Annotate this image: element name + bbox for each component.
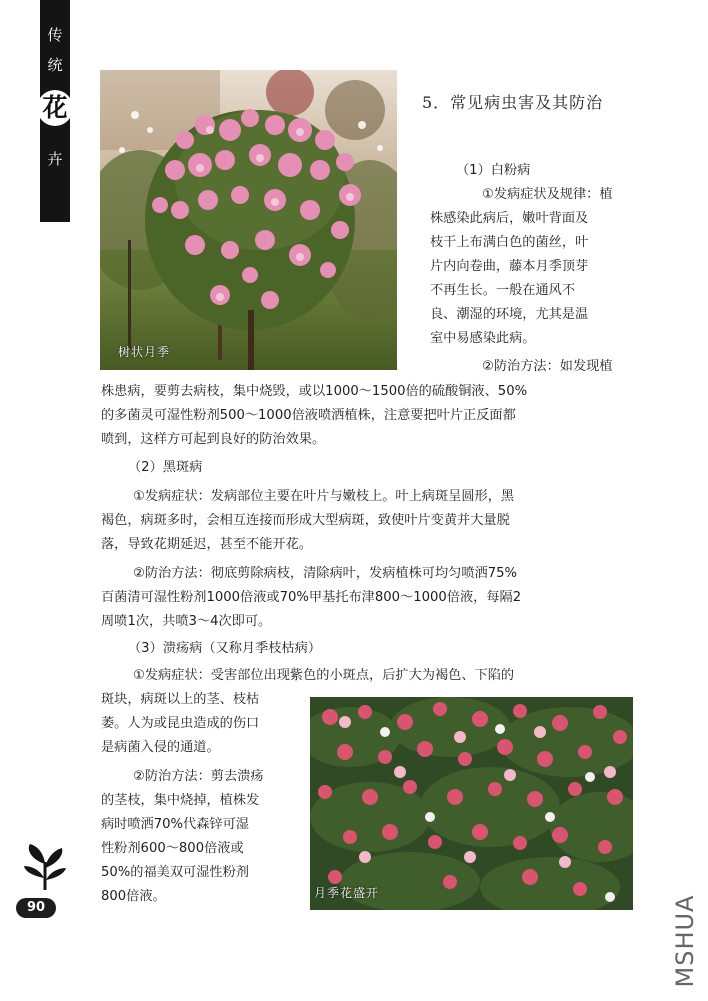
text-line: 800倍液。 [101,889,166,904]
text-line: ②防治方法：如发现植 [482,359,613,374]
watermark [668,885,702,997]
tree-rose-caption: 树状月季 [118,345,171,359]
side-tab-char-2: 统 [47,56,63,74]
text-line: ①发病症状：受害部位出现紫色的小斑点，后扩大为褐色、下陷的 [133,668,515,683]
subsection-heading-2: （2）黑斑病 [128,460,203,475]
text-line: 周喷1次，共喷3～4次即可。 [101,614,272,629]
text-line: ②防治方法：剪去溃疡 [133,769,264,784]
tree-rose-photo [100,70,397,370]
subsection-heading-3: （3）溃疡病（又称月季枝枯病） [128,641,322,656]
text-line: 室中易感染此病。 [430,331,536,346]
rose-bloom-photo [310,697,633,910]
text-line: 株患病，要剪去病枝，集中烧毁，或以1000～1500倍的硫酸铜液、50% [101,384,528,399]
text-line: 斑块，病斑以上的茎、枝枯 [101,692,260,707]
side-tab-char-1: 传 [47,26,63,44]
text-line: 良、潮湿的环境，尤其是温 [430,307,589,322]
text-line: 枝干上布满白色的菌丝，叶 [430,235,589,250]
text-line: 不再生长。一般在通风不 [430,283,576,298]
text-line: 株感染此病后，嫩叶背面及 [430,211,589,226]
text-line: 病时喷洒70%代森锌可湿 [101,817,249,832]
text-line: 喷到，这样方可起到良好的防治效果。 [101,432,326,447]
text-line: ②防治方法：彻底剪除病枝，清除病叶，发病植株可均匀喷洒75% [133,566,518,581]
side-tab-char-4: 卉 [47,150,63,168]
text-line: 的茎枝，集中烧掉，植株发 [101,793,260,808]
text-line: 萎。人为或昆虫造成的伤口 [101,716,260,731]
text-line: ①发病症状：发病部位主要在叶片与嫩枝上。叶上病斑呈圆形，黑 [133,489,515,504]
section-title: 5．常见病虫害及其防治 [422,93,604,112]
text-line: 落，导致花期延迟，甚至不能开花。 [101,537,312,552]
subsection-heading-1: （1）白粉病 [456,163,531,178]
side-tab-char-3: 花 [37,90,73,126]
plant-icon [22,842,68,896]
text-line: 片内向卷曲，藤本月季顶芽 [430,259,589,274]
page-number: 90 [16,898,56,918]
text-line: 百菌清可湿性粉剂1000倍液或70%甲基托布津800～1000倍液，每隔2 [101,590,522,605]
text-line: 50%的福美双可湿性粉剂 [101,865,249,880]
side-tab [40,0,70,222]
text-line: 性粉剂600～800倍液或 [101,841,244,856]
text-line: ①发病症状及规律：植 [482,187,613,202]
watermark-text: MSHUA [671,894,699,988]
text-line: 褐色，病斑多时，会相互连接而形成大型病斑，致使叶片变黄并大量脱 [101,513,510,528]
text-line: 是病菌入侵的通道。 [101,740,220,755]
text-line: 的多菌灵可湿性粉剂500～1000倍液喷洒植株，注意要把叶片正反面都 [101,408,516,423]
bloom-caption: 月季花盛开 [314,886,380,900]
